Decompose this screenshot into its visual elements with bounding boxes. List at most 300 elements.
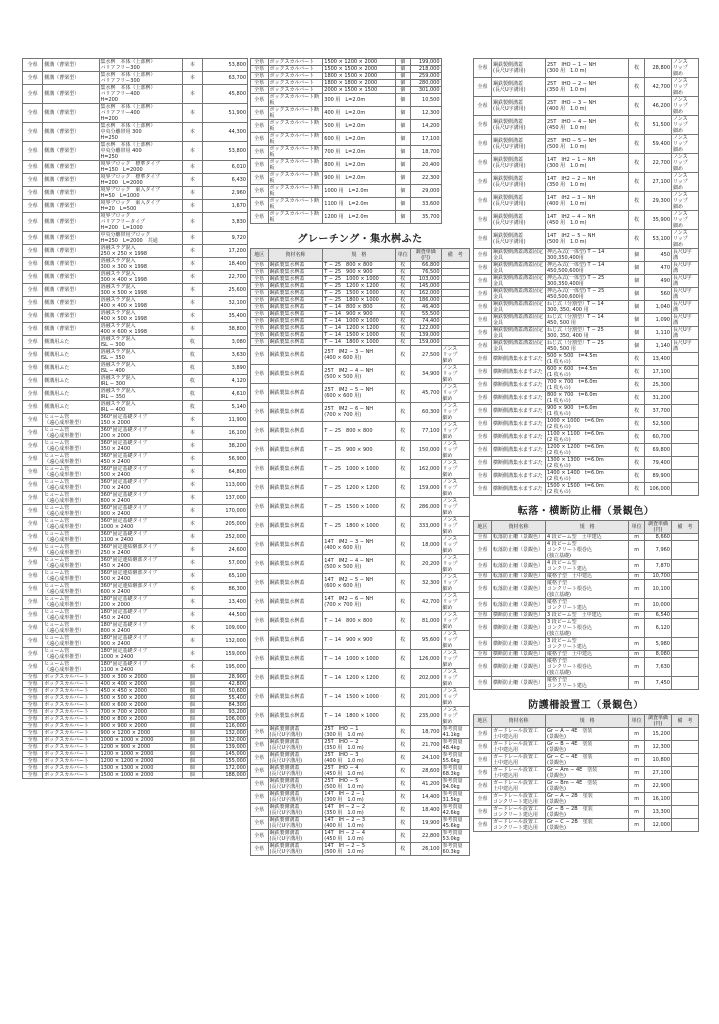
cell-note: ノンス リップ 細め [672, 135, 699, 154]
cell-unit: 枚 [395, 422, 410, 441]
cell-unit: 個 [629, 340, 645, 353]
cell-note [672, 541, 699, 560]
cell-material: ボックスカルバート [43, 702, 99, 709]
cell-spec: 押込み式(一体型) T − 25 300,350,400用 [546, 275, 629, 288]
cell-unit: 本 [182, 531, 202, 544]
cell-price: 20,200 [410, 555, 441, 574]
cell-spec: 14T IH − 2 − 5 (500 用 1.0 m) [323, 843, 395, 856]
cell-material: 側溝（曹梁型） [43, 284, 99, 297]
cell-unit: 本 [182, 505, 202, 518]
cell-note [441, 290, 469, 297]
table-row [474, 780, 699, 793]
cell-price: 28,800 [645, 59, 672, 78]
cell-material: 鋼鉄製側溝蓋 (長尺U字溝用) [268, 817, 323, 830]
cell-material: ボックスカルバート [43, 681, 99, 688]
cell-region: 全県 [251, 297, 269, 304]
cell-spec: 境界ブロック バリアフリータイプ H=200 L=1000 [99, 213, 182, 232]
cell-note [672, 767, 699, 780]
table-row [251, 726, 470, 739]
cell-spec: 境界ブロック 標準タイプ H=150 L=2000 [99, 161, 182, 174]
cell-material: ヒューム管 （遠心成形推型） [43, 453, 99, 466]
cell-material: 横断側溝集水ますぶた [492, 392, 546, 405]
cell-spec: T − 14 1500 × 1000 [323, 688, 395, 707]
cell-note: ノンス リップ 細め [441, 422, 469, 441]
cell-price: 132,000 [203, 635, 248, 648]
cell-spec: 25T IM2 − 6 − NH (700 × 700 用) [323, 403, 395, 422]
cell-spec: 14T IH2 − 4 − NH (450 用 1.0 m) [546, 211, 629, 230]
cell-spec: 800 × 800 × 2000 [99, 716, 182, 723]
cell-region: 全県 [23, 200, 43, 213]
table-row [251, 297, 470, 304]
cell-price: 35,700 [410, 211, 441, 224]
cell-unit: 個 [395, 73, 410, 80]
cell-material: ボックスカルバート [43, 765, 99, 772]
cell-price: 60,700 [645, 431, 672, 444]
cell-spec: 集水桝 本体（上部桝） バリアフリー400 H=200 [99, 104, 182, 123]
cell-region: 全県 [251, 422, 269, 441]
table-row [251, 211, 470, 224]
cell-material: 鋼鉄製集水桝蓋 [268, 304, 323, 311]
cell-unit: 個 [395, 172, 410, 185]
cell-note [672, 619, 699, 638]
cell-spec: 14T IH − 2 − 3 (400 用 1.0 m) [323, 817, 395, 830]
cell-spec: 1800 × 1800 × 2000 [323, 80, 395, 87]
table-row [474, 658, 699, 677]
cell-unit: 個 [395, 159, 410, 172]
cell-price: 22,900 [645, 780, 672, 793]
cell-unit: 枚 [629, 353, 645, 366]
cell-note [672, 444, 699, 457]
cell-spec: 400 用 L=2.0m [323, 107, 395, 120]
table-row [251, 555, 470, 574]
cell-region: 全県 [474, 154, 492, 173]
table-row [251, 185, 470, 198]
cell-unit: 枚 [182, 375, 202, 388]
table-row [474, 97, 699, 116]
column-header: 備 考 [441, 249, 469, 262]
cell-price: 41,200 [410, 778, 441, 791]
cell-material: ヒューム管 （遠心成形推型） [43, 466, 99, 479]
cell-unit: m [629, 677, 645, 690]
cell-price: 18,400 [203, 258, 248, 271]
cell-note [672, 612, 699, 619]
cell-spec: 900 × 900 × 2000 [99, 723, 182, 730]
cell-price: 7,450 [645, 677, 672, 690]
cell-material: ヒューム管 （遠心成形推型） [43, 505, 99, 518]
cell-material: ヒューム管 （遠心成形推型） [43, 570, 99, 583]
cell-region: 全県 [251, 269, 269, 276]
cell-price: 16,100 [203, 427, 248, 440]
cell-material: 鋼鉄製集水桝蓋 [268, 612, 323, 631]
cell-material: 転落防止柵（景観色） [492, 599, 546, 612]
cell-material: ボックスカルバート [268, 80, 323, 87]
table-row [474, 314, 699, 327]
cell-spec: T − 14 1800 × 1000 [323, 339, 395, 346]
cell-material: ヒューム管 （遠心成形推型） [43, 479, 99, 492]
cell-spec: T − 25 1200 × 1200 [323, 479, 395, 498]
cell-price: 86,300 [203, 583, 248, 596]
cell-material: 鋼鉄製集水桝蓋 [268, 593, 323, 612]
cell-price: 51,900 [203, 104, 248, 123]
cell-region: 全県 [23, 695, 43, 702]
cell-price: 205,000 [203, 518, 248, 531]
cell-region: 全県 [251, 365, 269, 384]
cell-price: 7,870 [645, 560, 672, 573]
cell-region: 全県 [23, 174, 43, 187]
cell-region: 全県 [23, 72, 43, 85]
cell-note [672, 728, 699, 741]
cell-price: 89,900 [645, 470, 672, 483]
cell-unit: 枚 [629, 211, 645, 230]
cell-note [672, 780, 699, 793]
table-row [251, 325, 470, 332]
table-row [23, 401, 248, 414]
cell-unit: 枚 [395, 339, 410, 346]
table-row [474, 379, 699, 392]
table-row [23, 336, 248, 349]
table-row [23, 187, 248, 200]
cell-region: 全県 [474, 580, 492, 599]
cell-unit: 個 [182, 744, 202, 751]
table-row [23, 85, 248, 104]
cell-region: 全県 [251, 211, 269, 224]
cell-spec: T − 14 1000 × 1000 [323, 318, 395, 325]
cell-note: ノンス リップ 細め [672, 59, 699, 78]
cell-unit: 枚 [629, 483, 645, 496]
cell-material: 鋼鉄製集水桝蓋 [268, 441, 323, 460]
cell-note: ノンス リップ 細め [441, 707, 469, 726]
cell-unit: m [629, 534, 645, 541]
table-row [23, 323, 248, 336]
cell-price: 18,400 [410, 804, 441, 817]
cell-price: 17,100 [645, 366, 672, 379]
cell-unit: m [629, 806, 645, 819]
cell-material: ボックスカルバート [43, 688, 99, 695]
cell-material: 側溝（曹梁型） [43, 258, 99, 271]
cell-spec: 360°固定基礎タイプ 700 × 2400 [99, 479, 182, 492]
cell-note: ノンス リップ 細め [441, 479, 469, 498]
cell-region: 全県 [251, 325, 269, 332]
cell-price: 60,300 [410, 403, 441, 422]
cell-spec: Gr − A − 2B 塗装 (景観色) [546, 793, 629, 806]
table-row [251, 593, 470, 612]
cell-region: 全県 [474, 116, 492, 135]
cell-unit: 枚 [395, 269, 410, 276]
cell-unit: 個 [182, 688, 202, 695]
cell-material: 側溝用ふた [43, 336, 99, 349]
cell-material: 鋼鉄製側溝蓋 (長尺U字溝用) [492, 173, 546, 192]
cell-unit: 枚 [629, 154, 645, 173]
cell-price: 188,000 [203, 772, 248, 779]
table-row [251, 574, 470, 593]
cell-price: 7,630 [645, 658, 672, 677]
cell-price: 159,000 [203, 648, 248, 661]
cell-price: 1,140 [645, 340, 672, 353]
section-title-grating: グレーチング・集水桝ふた [297, 234, 423, 245]
cell-spec: 集水桝 本体（上部桝） バリアフリー300 [99, 72, 182, 85]
cell-note: 参考質量 45.6kg [441, 817, 469, 830]
cell-unit: 個 [182, 681, 202, 688]
cell-unit: m [629, 599, 645, 612]
cell-note [441, 311, 469, 318]
cell-spec: 1500 × 1200 × 2000 [323, 59, 395, 66]
cell-region: 全県 [251, 574, 269, 593]
cell-region: 全県 [251, 778, 269, 791]
cell-region: 全県 [474, 314, 492, 327]
table-row [251, 66, 470, 73]
cell-region: 全県 [23, 401, 43, 414]
cell-spec: 25T IHO − 4 − NH (450 用 1.0 m) [546, 116, 629, 135]
cell-region: 全県 [251, 120, 269, 133]
cell-material: 鋼鉄製集水桝蓋 [268, 688, 323, 707]
cell-region: 全県 [23, 570, 43, 583]
cell-spec: 25T IHO − 2 (350 用 1.0 m) [323, 739, 395, 752]
table-row [251, 669, 470, 688]
cell-price: 22,300 [410, 172, 441, 185]
cell-price: 22,700 [203, 271, 248, 284]
cell-unit: 枚 [395, 304, 410, 311]
cell-material: 鋼鉄製側溝蓋 (長尺U字溝用) [492, 59, 546, 78]
cell-unit: m [629, 651, 645, 658]
cell-price: 18,700 [410, 726, 441, 739]
cell-material: 鋼鉄製集水桝蓋 [268, 339, 323, 346]
cell-region: 全県 [23, 349, 43, 362]
table-row [251, 498, 470, 517]
cell-material: 鋼鉄製集水桝蓋 [268, 574, 323, 593]
cell-region: 全県 [474, 301, 492, 314]
cell-unit: 個 [629, 249, 645, 262]
cell-region: 全県 [23, 388, 43, 401]
cell-spec: 縦格子型 土中建込 [546, 651, 629, 658]
cell-material: 横断側溝集水ますぶた [492, 457, 546, 470]
cell-price: 32,300 [410, 574, 441, 593]
cell-unit: 個 [182, 765, 202, 772]
cell-unit: 枚 [629, 230, 645, 249]
cell-price: 195,000 [203, 661, 248, 674]
cell-material: 横断側溝集水ますぶた [492, 444, 546, 457]
cell-unit: 個 [182, 674, 202, 681]
cell-unit: 枚 [182, 336, 202, 349]
table-row [251, 172, 470, 185]
cell-region: 全県 [251, 688, 269, 707]
cell-material: ボックスカルバート [43, 751, 99, 758]
cell-material: 側溝（曹梁型） [43, 142, 99, 161]
cell-material: ボックスカルバート断板 [268, 94, 323, 107]
cell-spec: 360°固定基礎タイプ 150 × 2000 [99, 414, 182, 427]
cell-unit: 本 [182, 59, 202, 72]
table-row [474, 541, 699, 560]
table-row [251, 631, 470, 650]
cell-unit: 個 [629, 262, 645, 275]
cell-unit: m [629, 658, 645, 677]
cell-spec: 25T IM2 − 4 − NH (500 × 500 用) [323, 365, 395, 384]
cell-spec: 4 段ビーム型 土中建込 [546, 534, 629, 541]
cell-region: 全県 [251, 94, 269, 107]
cell-material: 鋼鉄製集水桝蓋 [268, 290, 323, 297]
cell-region: 全県 [23, 758, 43, 765]
cell-note [672, 677, 699, 690]
cell-unit: 本 [182, 609, 202, 622]
cell-price: 33,600 [410, 198, 441, 211]
cell-note: 長尺U字 溝 [672, 249, 699, 262]
cell-note: ノンス リップ 細め [441, 669, 469, 688]
cell-price: 8,080 [645, 651, 672, 658]
cell-region: 全県 [251, 172, 269, 185]
cell-spec: 180°固定基礎タイプ 200 × 2000 [99, 596, 182, 609]
cell-unit: 個 [395, 133, 410, 146]
table-row [23, 688, 248, 695]
cell-spec: T − 14 900 × 900 [323, 311, 395, 318]
cell-unit: 枚 [629, 366, 645, 379]
table-row [23, 505, 248, 518]
cell-material: ヒューム管 （遠心成形推型） [43, 622, 99, 635]
table-row [474, 154, 699, 173]
cell-unit: 本 [182, 466, 202, 479]
cell-spec: 14T IM2 − 5 − NH (600 × 600 用) [323, 574, 395, 593]
cell-region: 全県 [23, 737, 43, 744]
cell-spec: 1200 用 L=2.0m [323, 211, 395, 224]
cell-unit: 本 [182, 518, 202, 531]
cell-spec: 1500 × 1500 t=6.0m (2 枚もの) [546, 483, 629, 496]
cell-spec: 360°固定基礎タイプ 1000 × 2400 [99, 518, 182, 531]
cell-unit: 個 [182, 709, 202, 716]
cell-spec: 縦格子型 土中建込 [546, 573, 629, 580]
table-row [474, 405, 699, 418]
cell-material: 横断側溝集水ますぶた [492, 483, 546, 496]
cell-spec: 25T IM2 − 5 − NH (600 × 600 用) [323, 384, 395, 403]
cell-price: 10,500 [410, 94, 441, 107]
cell-unit: 枚 [629, 97, 645, 116]
cell-price: 139,000 [203, 744, 248, 751]
cell-note: ノンス リップ 細め [441, 346, 469, 365]
cell-region: 全県 [474, 340, 492, 353]
table-row [251, 817, 470, 830]
cell-material: 転落防止柵（景観色） [492, 541, 546, 560]
cell-price: 6,540 [645, 612, 672, 619]
cell-region: 全県 [23, 744, 43, 751]
table-row [23, 72, 248, 85]
cell-region: 全県 [23, 688, 43, 695]
cell-note: ノンス リップ 細め [672, 230, 699, 249]
cell-unit: 枚 [395, 283, 410, 290]
cell-spec: 360°固定基礎タイプ 1100 × 2400 [99, 531, 182, 544]
cell-region: 全県 [23, 453, 43, 466]
table-row [251, 422, 470, 441]
cell-region: 全県 [474, 135, 492, 154]
cell-unit: 個 [182, 723, 202, 730]
cell-spec: 600 × 600 t=4.5m (1 枚もの) [546, 366, 629, 379]
cell-region: 全県 [251, 817, 269, 830]
cell-material: 鋼鉄製側溝蓋溝蓋固定金具 [492, 340, 546, 353]
cell-material: 鋼鉄製側溝蓋 (長尺U字溝用) [492, 116, 546, 135]
table-row [474, 366, 699, 379]
cell-spec: 25T IHO − 4 (450 用 1.0 m) [323, 765, 395, 778]
cell-material: 鋼鉄製側溝蓋 (長尺U字溝用) [268, 726, 323, 739]
cell-region: 全県 [474, 288, 492, 301]
cell-note [441, 276, 469, 283]
cell-unit: 本 [182, 245, 202, 258]
cell-spec: 溶融スラグ混入 ISL − 300 [99, 336, 182, 349]
cell-unit: 個 [395, 66, 410, 73]
cell-note [672, 470, 699, 483]
cell-unit: 個 [395, 107, 410, 120]
cell-unit: 個 [395, 80, 410, 87]
cell-region: 全県 [474, 612, 492, 619]
table-row [251, 276, 470, 283]
table-row [251, 346, 470, 365]
cell-region: 全県 [251, 555, 269, 574]
cell-spec: 2000 × 1500 × 1500 [323, 87, 395, 94]
cell-price: 27,100 [645, 173, 672, 192]
column-header: 備 考 [672, 521, 699, 534]
cell-region: 全県 [23, 161, 43, 174]
cell-price: 10,700 [645, 573, 672, 580]
cell-price: 27,500 [410, 346, 441, 365]
cell-material: 側溝（曹梁型） [43, 232, 99, 245]
cell-unit: 枚 [395, 669, 410, 688]
cell-unit: 枚 [182, 401, 202, 414]
cell-region: 全県 [474, 780, 492, 793]
cell-price: 31,200 [645, 392, 672, 405]
cell-region: 全県 [23, 187, 43, 200]
cell-region: 全県 [23, 323, 43, 336]
table-row [251, 73, 470, 80]
cell-region: 全県 [251, 59, 269, 66]
table-row [251, 198, 470, 211]
cell-region: 全県 [474, 211, 492, 230]
table-row [23, 531, 248, 544]
column-header: 資材名称 [268, 249, 323, 262]
cell-material: 鋼鉄製側溝蓋 (長尺U字溝用) [268, 778, 323, 791]
cell-material: 鋼鉄製集水桝蓋 [268, 631, 323, 650]
cell-price: 6,120 [645, 619, 672, 638]
column-header: 資材名称 [492, 715, 546, 728]
cell-unit: 枚 [395, 650, 410, 669]
table-row [251, 146, 470, 159]
cell-unit: 枚 [395, 555, 410, 574]
cell-note: 長尺U字 溝 [672, 340, 699, 353]
cell-material: 横断防止柵（景観色） [492, 658, 546, 677]
cell-spec: Gr − Am − 4E 塗装 (景観色) [546, 767, 629, 780]
cell-spec: 縦格子型 コンクリート根巻込 (独立基礎) [546, 580, 629, 599]
table-row [474, 457, 699, 470]
cell-unit: 枚 [395, 688, 410, 707]
table-row [251, 778, 470, 791]
cell-price: 53,800 [203, 142, 248, 161]
cell-spec: 溶融スラグ混入 300 × 400 × 1998 [99, 271, 182, 284]
cell-price: 63,700 [203, 72, 248, 85]
cell-region: 全県 [251, 276, 269, 283]
cell-spec: T − 14 1200 × 1200 [323, 325, 395, 332]
cell-spec: T − 25 800 × 800 [323, 262, 395, 269]
cell-note [672, 431, 699, 444]
cell-price: 46,200 [645, 97, 672, 116]
cell-material: ガードレール設置工 土中建込用 [492, 780, 546, 793]
cell-unit: 枚 [395, 752, 410, 765]
cell-region: 全県 [23, 716, 43, 723]
table-row [251, 290, 470, 297]
cell-material: ボックスカルバート [268, 73, 323, 80]
table-row [23, 695, 248, 702]
cell-region: 全県 [23, 518, 43, 531]
table-row [251, 107, 470, 120]
cell-unit: m [629, 741, 645, 754]
cell-region: 全県 [23, 681, 43, 688]
cell-material: ボックスカルバート [43, 674, 99, 681]
cell-note: ノンス リップ 細め [672, 116, 699, 135]
cell-material: 鋼鉄製集水桝蓋 [268, 269, 323, 276]
table-row [23, 362, 248, 375]
